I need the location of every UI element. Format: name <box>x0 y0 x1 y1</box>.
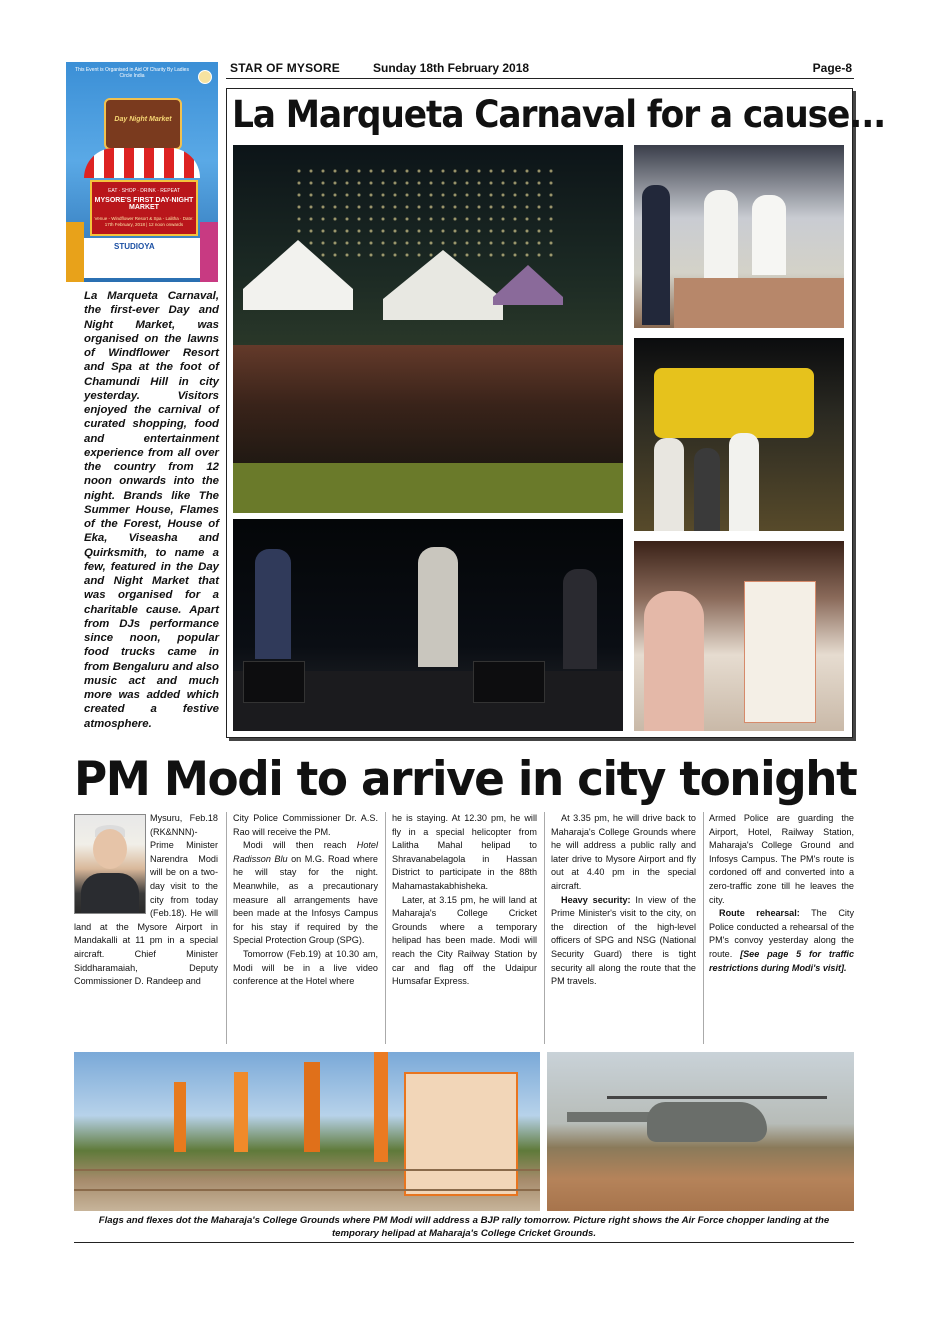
musician-graphic <box>255 549 291 659</box>
column-divider <box>703 812 704 1044</box>
body-graphic <box>81 873 139 913</box>
article-paragraph: Armed Police are guarding the Airport, Hotel, Railway Station, Maharaja's College Ground and Infosys Campus. The PM's route is cordoned off and converted into a zero-traffic zone till he leaves the city. <box>709 813 854 905</box>
poster-board <box>90 180 198 236</box>
poster-sponsors <box>84 238 200 278</box>
carnaval-headline: La Marqueta Carnaval for a cause... <box>232 93 886 136</box>
band-performance-photo <box>233 519 623 731</box>
poster-board-title: MYSORE'S FIRST DAY-NIGHT MARKET <box>94 197 194 211</box>
face-graphic <box>93 829 127 869</box>
article-paragraph <box>709 907 854 975</box>
flag-graphic <box>174 1082 186 1152</box>
speaker-graphic <box>243 661 305 703</box>
modi-headline: PM Modi to arrive in city tonight <box>74 752 857 807</box>
circle-logo-icon <box>198 70 212 84</box>
person-graphic <box>752 195 786 275</box>
helicopter-photo <box>547 1052 854 1211</box>
musician-graphic <box>418 547 458 667</box>
musician-graphic <box>563 569 597 669</box>
text-run: In view of the Prime Minister's visit to the city, on the direction of the high-level officers of SPG and NSG (National Security Guard) there is tight security all along the route that the PM travels. <box>551 894 696 987</box>
table-graphic <box>674 278 844 328</box>
poster-decoration-left <box>66 222 84 282</box>
rotor-graphic <box>607 1096 827 1099</box>
newspaper-name: STAR OF MYSORE <box>230 61 340 75</box>
article-paragraph <box>233 839 378 948</box>
poster-logo-text: Day Night Market <box>114 116 172 123</box>
fence-graphic <box>74 1169 540 1191</box>
subhead-security: Heavy security: <box>561 894 631 905</box>
poster-board-details: Venue - Windflower Resort & Spa - Lalitha · Date: 17th February, 2018 | 12 noon onwards <box>94 216 194 227</box>
article-paragraph: he is staying. At 12.30 pm, he will fly in a special helicopter from Lalitha Mahal helipad to Shravanabelagola in Hassan District to participate in the 88th Mahamastakabhisheka. <box>392 813 537 891</box>
carnaval-caption: La Marqueta Carnaval, the first-ever Day and Night Market, was organised on the lawns of Windflower Resort and Spa at the foot of Chamundi Hill in city yesterday. Visitors enjoyed the carnival of curated shopping, food and entertainment experience from all over the country from 12 noon onwards into the night. Brands like The Summer House, Flames of the Forest, House of Eka, Viseasha and Quirksmith, to name a few, featured in the Day and Night Market that was organised for a charitable cause. Apart from DJs performance since noon, popular food trucks came in from Bengaluru and also music act and much more was added which created a festive atmosphere. <box>84 290 219 730</box>
article-column-4 <box>551 812 696 989</box>
article-paragraph <box>551 894 696 989</box>
column-divider <box>544 812 545 1044</box>
article-paragraph: Tomorrow (Feb.19) at 10.30 am, Modi will be in a live video conference at the Hotel where <box>233 948 378 987</box>
flag-graphic <box>374 1052 388 1162</box>
text-run: on M.G. Road where he will stay for the night. Meanwhile, as a precautionary measure all arrangements have been made at the Infosys Campus for his stay if required by the Special Protection Group (SPG). <box>233 853 378 946</box>
hotel-name: Hotel Radisson Blu <box>233 840 378 864</box>
dress-graphic <box>744 581 816 723</box>
text-run: The City Police conducted a rehearsal of the PM's convoy yesterday along the route. <box>709 908 854 959</box>
clothing-stall-photo <box>634 541 844 731</box>
string-lights <box>293 165 553 265</box>
tail-graphic <box>567 1112 657 1122</box>
bottom-rule <box>74 1242 854 1243</box>
poster-board-tagline: EAT · SHOP · DRINK · REPEAT <box>108 188 180 194</box>
article-paragraph: Mysuru, Feb.18 (RK&NNN)- Prime Minister Narendra Modi will be on a two-day visit to the city from today (Feb.18). He will land at the Mysore Airport in Mandakalli at 11 pm in a special aircraft. Chief Minister Siddharamaiah, Deputy Commissioner D. Randeep and <box>74 813 218 987</box>
food-truck-photo <box>634 338 844 531</box>
article-paragraph: Later, at 3.15 pm, he will land at Maharaja's College Cricket Grounds where a temporary helipad has been made. Modi will reach the City Railway Station by car and flag off the Udaipur Humsafar Express. <box>392 894 537 987</box>
person-graphic <box>694 448 720 531</box>
article-paragraph: At 3.35 pm, he will drive back to Maharaja's College Grounds where he will address a public rally and later drive to Mysore Airport and fly out at 4.40 pm in the special aircraft. <box>551 813 696 891</box>
poster-sponsor-name: STUDIOYA <box>114 242 155 251</box>
issue-date: Sunday 18th February 2018 <box>373 61 530 75</box>
helicopter-graphic <box>647 1102 767 1142</box>
poster-charity-text: This Event is Organised in Aid Of Charity By Ladies Circle India <box>75 67 189 79</box>
rally-grounds-photo <box>74 1052 540 1211</box>
text-run: Modi will then reach <box>243 840 357 851</box>
modi-portrait-photo <box>74 814 146 914</box>
stall-photo <box>634 145 844 328</box>
page-reference: [See page 5 for traffic restrictions during Modi's visit]. <box>709 948 854 973</box>
poster-tent-graphic <box>84 148 200 178</box>
person-graphic <box>704 190 738 280</box>
person-graphic <box>642 185 670 325</box>
photo-caption: Flags and flexes dot the Maharaja's College Grounds where PM Modi will address a BJP rally tomorrow. Picture right shows the Air Force chopper landing at the temporary helipad at Maharaja's College Cricket Grounds. <box>98 1215 830 1239</box>
subhead-rehearsal: Route rehearsal: <box>719 908 800 919</box>
person-graphic <box>654 438 684 531</box>
person-graphic <box>644 591 704 731</box>
speaker-graphic <box>473 661 545 703</box>
truck-graphic <box>654 368 814 438</box>
event-poster-image <box>66 62 218 282</box>
person-graphic <box>729 433 759 531</box>
poster-decoration-right <box>200 222 218 282</box>
poster-logo <box>104 98 182 150</box>
article-paragraph: City Police Commissioner Dr. A.S. Rao will receive the PM. <box>233 813 378 837</box>
carnaval-crowd-photo <box>233 145 623 513</box>
lawn-graphic <box>233 463 623 513</box>
article-column-1 <box>74 812 218 989</box>
article-column-5 <box>709 812 854 975</box>
tent-graphic <box>493 265 563 305</box>
flag-graphic <box>234 1072 248 1152</box>
crowd-graphic <box>233 345 623 465</box>
masthead <box>226 60 854 78</box>
flag-graphic <box>304 1062 320 1152</box>
masthead-rule <box>226 78 854 79</box>
column-divider <box>385 812 386 1044</box>
article-column-2 <box>233 812 378 989</box>
article-column-3 <box>392 812 537 989</box>
column-divider <box>226 812 227 1044</box>
page-number: Page-8 <box>812 61 852 75</box>
